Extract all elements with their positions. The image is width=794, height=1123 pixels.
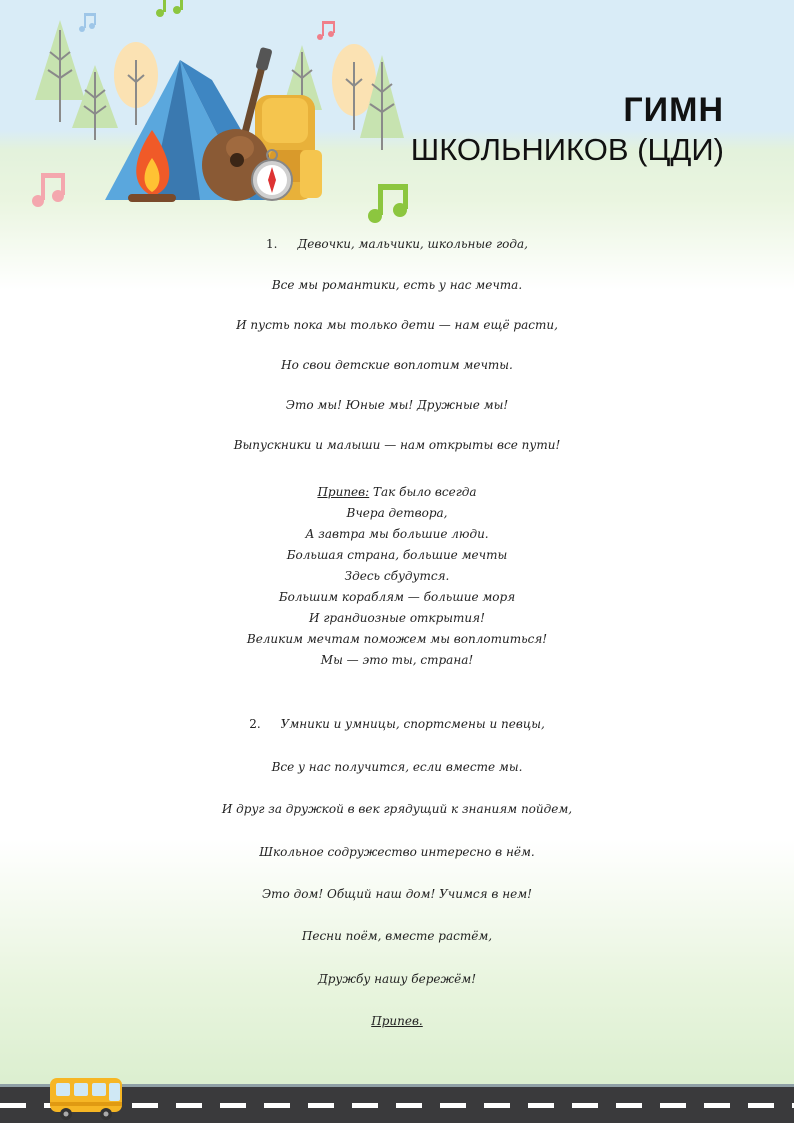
music-note-icon <box>32 173 65 207</box>
verse-line: 2. Умники и умницы, спортсмены и певцы, <box>249 717 545 731</box>
road-dash <box>616 1103 642 1108</box>
verse-number: 2. <box>249 717 261 731</box>
chorus-line: Вчера детвора, <box>346 506 448 520</box>
verse-line: И друг за дружкой в век грядущий к знаниям пойдем, <box>221 802 573 816</box>
verse-line: И пусть пока мы только дети — нам ещё расти, <box>236 318 558 332</box>
chorus-line: А завтра мы большие люди. <box>305 527 489 541</box>
chorus-line: Великим мечтам поможем мы воплотиться! <box>246 632 548 646</box>
chorus-line: И грандиозные открытия! <box>309 611 485 625</box>
page-title <box>411 90 724 170</box>
road-dash <box>308 1103 334 1108</box>
chorus-line: Большая страна, большие мечты <box>286 548 508 562</box>
verse-line: Песни поём, вместе растём, <box>301 929 493 943</box>
road-dash <box>176 1103 202 1108</box>
bus-icon <box>46 1074 126 1122</box>
chorus-line: Мы — это ты, страна! <box>320 653 474 667</box>
verse-line: 1. Девочки, мальчики, школьные года, <box>266 237 528 251</box>
road-dash <box>132 1103 158 1108</box>
chorus-line: Большим кораблям — большие моря <box>278 590 516 604</box>
road-dash <box>572 1103 598 1108</box>
road-dash <box>748 1103 774 1108</box>
road-dash <box>484 1103 510 1108</box>
road-dash <box>220 1103 246 1108</box>
chorus-line: Здесь сбудутся. <box>344 569 450 583</box>
camping-illustration <box>0 0 430 240</box>
chorus-label: Припев: <box>317 485 370 499</box>
tree-icon <box>35 20 85 122</box>
road-dash <box>0 1103 26 1108</box>
verse-line: Школьное содружество интересно в нём. <box>259 845 535 859</box>
road-dash <box>264 1103 290 1108</box>
verse-line: Но свои детские воплотим мечты. <box>281 358 513 372</box>
road-dash <box>660 1103 686 1108</box>
road-dash <box>528 1103 554 1108</box>
music-note-icon <box>317 21 335 40</box>
road-dash <box>352 1103 378 1108</box>
verse-line: Дружбу нашу бережём! <box>317 972 477 986</box>
road-dash <box>440 1103 466 1108</box>
chorus-line: Припев: Так было всегда <box>317 485 477 499</box>
tree-icon <box>72 65 118 140</box>
verse-line: Выпускники и малыши — нам открыты все пути! <box>233 438 561 452</box>
verse-number: 1. <box>266 237 278 251</box>
verse-line: Это дом! Общий наш дом! Учимся в нем! <box>262 887 532 901</box>
chorus-repeat: Припев. <box>371 1014 423 1028</box>
verse-line: Все мы романтики, есть у нас мечта. <box>271 278 523 292</box>
road-dash <box>396 1103 422 1108</box>
round-tree-icon <box>114 42 158 125</box>
title-line-1: ГИМН <box>623 91 724 129</box>
title-line-2: ШКОЛЬНИКОВ (ЦДИ) <box>410 132 724 167</box>
verse-line: Все у нас получится, если вместе мы. <box>271 760 523 774</box>
music-note-icon <box>156 0 183 17</box>
road-dash <box>704 1103 730 1108</box>
music-note-icon <box>368 184 408 223</box>
music-note-icon <box>79 13 96 32</box>
verse-line: Это мы! Юные мы! Дружные мы! <box>285 398 509 412</box>
